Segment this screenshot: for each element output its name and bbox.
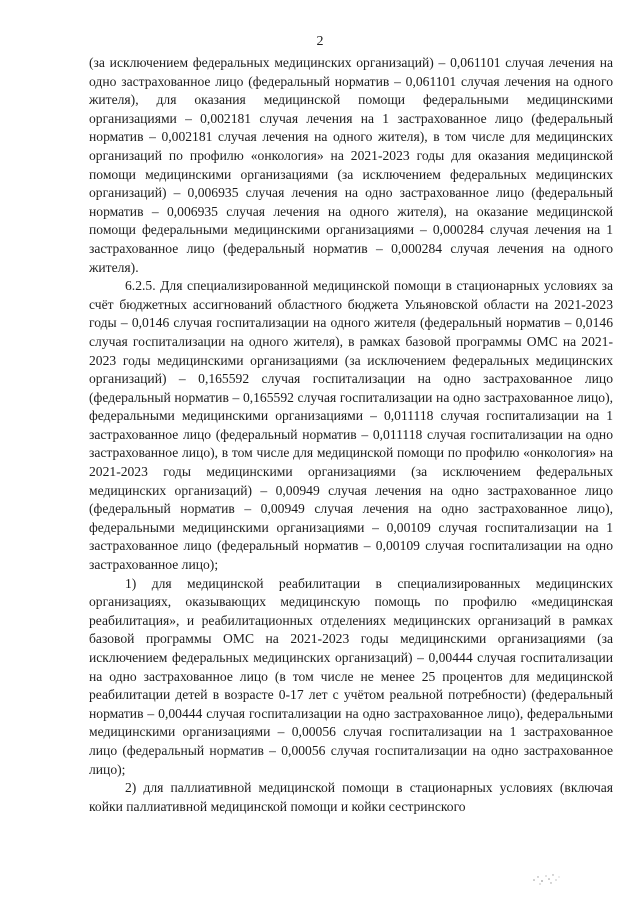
- paragraph-continued: (за исключением федеральных медицинских организаций) – 0,061101 случая лечения на одно застрахованное лицо (федеральный норматив – 0,061101 случая лечения на одного жителя), для оказания медицинской помощи федеральными медицинскими организациями – 0,002181 случая лечения на 1 застрахованное лицо (федеральный норматив – 0,002181 случая лечения на одного жителя), в том числе для медицинских организаций по профилю «онкология» на 2021-2023 годы для оказания медицинской помощи медицинскими организациями (за исключением федеральных медицинских организаций) – 0,006935 случая лечения на одно застрахованное лицо (федеральный норматив – 0,006935 случая лечения на одного жителя), на оказание медицинской помощи федеральными медицинскими организациями – 0,000284 случая лечения на 1 застрахованное лицо (федеральный норматив – 0,000284 случая лечения на одного жителя).: [89, 55, 613, 275]
- paragraph-item-2: 2) для паллиативной медицинской помощи в стационарных условиях (включая койки паллиативной медицинской помощи и койки сестринского: [89, 780, 613, 814]
- paragraph-6-2-5: 6.2.5. Для специализированной медицинской помощи в стационарных условиях за счёт бюджетных ассигнований областного бюджета Ульяновской области на 2021-2023 годы – 0,0146 случая госпитализации на одного жителя (федеральный норматив – 0,0146 случая госпитализации на одного жителя), в рамках базовой программы ОМС на 2021-2023 годы медицинскими организациями (за исключением федеральных медицинских организаций) – 0,165592 случая госпитализации на одно застрахованное лицо (федеральный норматив – 0,165592 случая госпитализации на одно застрахованное лицо), федеральными медицинскими организациями – 0,011118 случая госпитализации на 1 застрахованное лицо (федеральный норматив – 0,011118 случая госпитализации на одно застрахованное лицо), в том числе для медицинской помощи по профилю «онкология» на 2021-2023 годы медицинскими организациями (за исключением федеральных медицинских организаций) – 0,00949 случая лечения на одно застрахованное лицо (федеральный норматив – 0,00949 случая лечения на одно застрахованное лицо), федеральными медицинскими организациями – 0,00109 случая госпитализации на 1 застрахованное лицо (федеральный норматив – 0,00109 случая госпитализации на одно застрахованное лицо);: [89, 278, 613, 573]
- document-body: [89, 54, 613, 816]
- scan-mark: [528, 866, 568, 890]
- paragraph-item-1: 1) для медицинской реабилитации в специализированных медицинских организациях, оказывающих медицинскую помощь по профилю «медицинская реабилитация», и реабилитационных отделениях медицинских организаций в рамках базовой программы ОМС на 2021-2023 годы медицинскими организациями (за исключением федеральных медицинских организаций) – 0,00444 случая госпитализации на одно застрахованное лицо (в том числе не менее 25 процентов для медицинской реабилитации детей в возрасте 0-17 лет с учётом реальной потребности) (федеральный норматив – 0,00444 случая госпитализации на одно застрахованное лицо), федеральными медицинскими организациями – 0,00056 случая госпитализации на 1 застрахованное лицо (федеральный норматив – 0,00056 случая госпитализации на одно застрахованное лицо);: [89, 575, 613, 777]
- page-number: 2: [316, 34, 324, 49]
